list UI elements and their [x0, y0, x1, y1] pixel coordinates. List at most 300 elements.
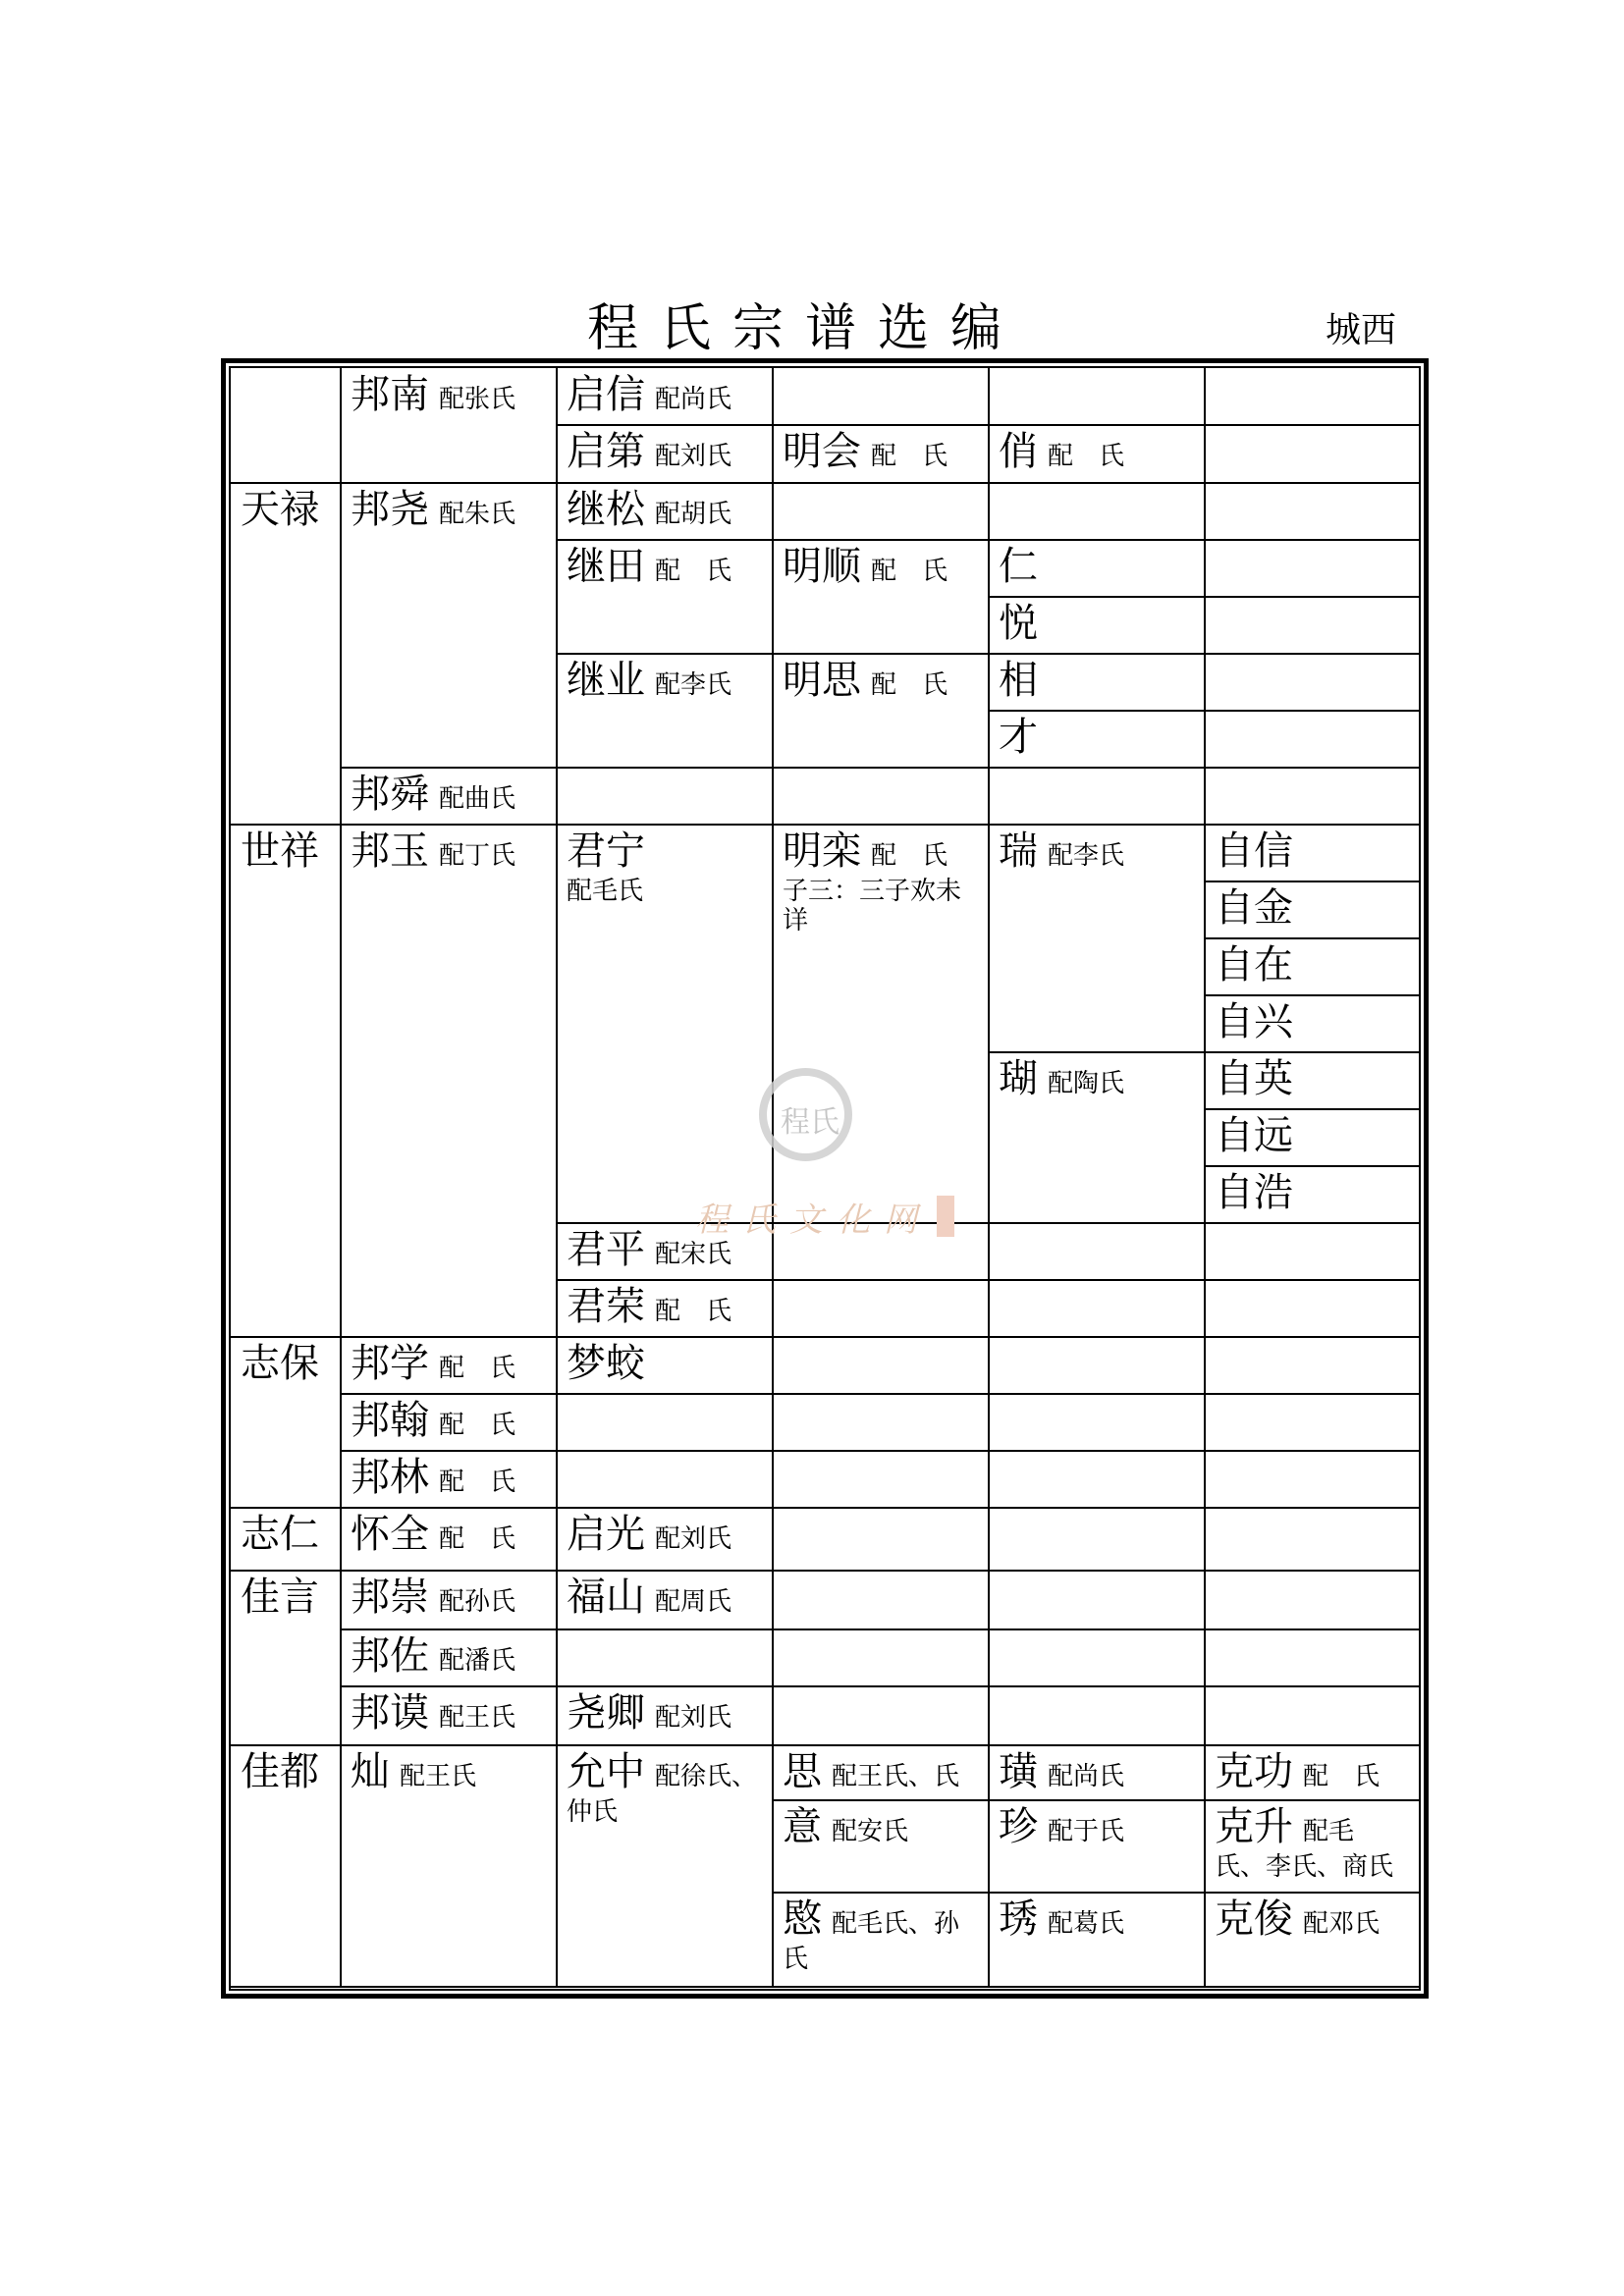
spouse-note: 配丁氏: [439, 841, 516, 871]
cell-border-h: [1205, 1222, 1419, 1224]
genealogy-cell: [999, 1896, 1199, 1942]
spouse-note: 配 氏: [439, 1411, 516, 1440]
spouse-note: 配李氏: [1048, 841, 1125, 871]
cell-border-v: [340, 1337, 342, 1508]
cell-border-v: [1204, 1629, 1206, 1686]
genealogy-cell: [1215, 1749, 1413, 1794]
person-name: 天禄: [241, 487, 319, 532]
cell-border-h: [557, 1393, 773, 1395]
cell-border-v: [1204, 1800, 1206, 1893]
cell-border-h: [773, 1507, 989, 1509]
cell-border-v: [1204, 1394, 1206, 1451]
cell-border-h: [1205, 1165, 1419, 1167]
person-name: 继田: [567, 544, 645, 589]
genealogy-cell: [241, 828, 335, 874]
genealogy-cell: [1215, 1056, 1413, 1101]
cell-border-h: [341, 1570, 557, 1572]
person-name: 邦南: [351, 372, 429, 417]
genealogy-cell: [351, 1455, 551, 1500]
person-name: 才: [999, 715, 1038, 760]
genealogy-cell: [567, 429, 767, 474]
genealogy-cell: [351, 1633, 551, 1679]
person-name: 相: [999, 658, 1038, 703]
cell-border-v: [556, 1686, 558, 1745]
person-name: 克升: [1215, 1804, 1293, 1849]
cell-border-v: [340, 825, 342, 1337]
cell-border-v: [340, 1571, 342, 1745]
cell-border-h: [989, 767, 1205, 769]
spouse-note: 配刘氏: [655, 1524, 732, 1554]
genealogy-cell: [567, 1341, 767, 1386]
person-name: 明顺: [783, 544, 861, 589]
cell-border-v: [988, 1571, 990, 1629]
cell-border-h: [1205, 1051, 1419, 1053]
cell-border-v: [988, 825, 990, 1223]
genealogy-cell: [241, 487, 335, 532]
cell-border-h: [557, 1629, 773, 1630]
cell-border-h: [989, 539, 1205, 541]
cell-border-v: [772, 540, 774, 654]
spouse-note: 配 氏: [871, 442, 948, 471]
genealogy-cell: [567, 1512, 767, 1557]
person-name: 邦尧: [351, 487, 429, 532]
genealogy-cell: [999, 1804, 1199, 1849]
person-name: 仁: [999, 544, 1038, 589]
genealogy-cell: [1215, 828, 1413, 874]
cell-border-v: [988, 1800, 990, 1893]
cell-border-h: [989, 1744, 1205, 1746]
spouse-note: 配王氏、氏: [832, 1762, 960, 1791]
cell-border-v: [556, 483, 558, 768]
cell-border-h: [341, 1336, 557, 1338]
cell-border-h: [341, 767, 557, 769]
person-name: 君荣: [567, 1284, 645, 1329]
cell-border-v: [988, 1451, 990, 1508]
genealogy-cell: [567, 1749, 767, 1828]
cell-border-v: [1204, 540, 1206, 597]
cell-border-v: [1204, 1508, 1206, 1571]
cell-border-h: [341, 1744, 557, 1746]
spouse-note: 配 氏: [655, 557, 732, 586]
genealogy-cell: [241, 1749, 335, 1794]
cell-border-h: [1205, 1393, 1419, 1395]
genealogy-cell: [1215, 1113, 1413, 1158]
genealogy-cell: [241, 1512, 335, 1557]
cell-border-h: [231, 1744, 341, 1746]
genealogy-cell: [567, 658, 767, 703]
extra-note: 氏、李氏、商氏: [1215, 1852, 1394, 1882]
cell-border-v: [772, 1394, 774, 1451]
cell-border-h: [773, 1570, 989, 1572]
cell-border-v: [772, 1508, 774, 1571]
cell-border-v: [772, 1745, 774, 1987]
cell-border-v: [988, 1280, 990, 1337]
cell-border-h: [231, 1507, 341, 1509]
cell-border-v: [556, 768, 558, 825]
cell-border-v: [988, 768, 990, 825]
cell-border-h: [1205, 767, 1419, 769]
spouse-note: 配 氏: [871, 670, 948, 700]
person-name: 君平: [567, 1227, 645, 1272]
genealogy-cell: [999, 601, 1199, 646]
cell-border-v: [988, 425, 990, 483]
genealogy-cell: [999, 715, 1199, 760]
cell-border-v: [988, 1893, 990, 1987]
genealogy-cell: [351, 1575, 551, 1620]
cell-border-v: [772, 483, 774, 540]
cell-border-h: [773, 482, 989, 484]
genealogy-cell: [567, 544, 767, 589]
cell-border-v: [1204, 1280, 1206, 1337]
site-watermark: 程氏文化网: [695, 1201, 931, 1240]
extra-note-2: 详: [783, 905, 809, 935]
cell-border-h: [773, 1629, 989, 1630]
cell-border-h: [1205, 1450, 1419, 1452]
spouse-note: 配尚氏: [1048, 1762, 1125, 1791]
genealogy-cell: [1215, 1896, 1413, 1942]
person-name: 邦谟: [351, 1690, 429, 1735]
cell-border-v: [556, 1394, 558, 1451]
cell-border-h: [989, 1222, 1205, 1224]
cell-border-h: [773, 824, 989, 826]
extra-note: 子三：三子欢未: [783, 877, 962, 906]
genealogy-cell: [351, 1512, 551, 1557]
person-name: 允中: [567, 1749, 645, 1794]
cell-border-h: [773, 1892, 989, 1894]
genealogy-cell: [351, 1690, 551, 1735]
spouse-note: 配王氏: [400, 1762, 477, 1791]
spouse-note: 配 氏: [1303, 1762, 1380, 1791]
cell-border-h: [1205, 1629, 1419, 1630]
person-name: 志仁: [241, 1512, 319, 1557]
person-name: 瑞: [999, 828, 1038, 874]
spouse-note: 配胡氏: [655, 500, 732, 529]
cell-border-h: [341, 1986, 557, 1988]
genealogy-cell: [1215, 1170, 1413, 1215]
person-name: 瑚: [999, 1056, 1038, 1101]
genealogy-cell: [1215, 942, 1413, 988]
cell-border-h: [1205, 482, 1419, 484]
cell-border-h: [989, 1336, 1205, 1338]
cell-border-v: [556, 825, 558, 1337]
person-name: 梦蛟: [567, 1341, 645, 1386]
spouse-note: 配毛氏、孙: [832, 1909, 960, 1939]
page-title: 程氏宗谱选编: [586, 299, 1023, 358]
cell-border-h: [557, 1279, 773, 1281]
spouse-note: 配邓氏: [1303, 1909, 1380, 1939]
cell-border-h: [773, 424, 989, 426]
cell-border-v: [772, 425, 774, 483]
cell-border-v: [772, 1451, 774, 1508]
person-name: 启光: [567, 1512, 645, 1557]
cell-border-h: [1205, 1336, 1419, 1338]
cell-border-h: [557, 1450, 773, 1452]
person-name: 君宁: [567, 828, 645, 874]
seal-watermark: [759, 1068, 852, 1161]
genealogy-cell: [351, 372, 551, 417]
person-name: 佳都: [241, 1749, 319, 1794]
cell-border-h: [773, 1336, 989, 1338]
spouse-note: 配于氏: [1048, 1817, 1125, 1846]
cell-border-h: [989, 1685, 1205, 1687]
person-name: 尧卿: [567, 1690, 645, 1735]
cell-border-v: [772, 768, 774, 825]
person-name: 邦林: [351, 1455, 429, 1500]
cell-border-h: [341, 1393, 557, 1395]
cell-border-v: [772, 1571, 774, 1629]
cell-border-h: [989, 596, 1205, 598]
cell-border-h: [773, 539, 989, 541]
person-name: 明栾: [783, 828, 861, 874]
cell-border-v: [988, 1686, 990, 1745]
cell-border-h: [1205, 1799, 1419, 1801]
cell-border-h: [1205, 424, 1419, 426]
cell-border-h: [1205, 1744, 1419, 1746]
person-name: 灿: [351, 1749, 390, 1794]
genealogy-cell: [567, 487, 767, 532]
person-name: 邦崇: [351, 1575, 429, 1620]
cell-border-h: [1205, 1108, 1419, 1110]
cell-border-v: [1204, 1686, 1206, 1745]
person-name: 志保: [241, 1341, 319, 1386]
genealogy-cell: [999, 658, 1199, 703]
genealogy-cell: [783, 658, 983, 703]
genealogy-cell: [351, 1341, 551, 1386]
cell-border-v: [1204, 654, 1206, 711]
spouse-note: 配 氏: [871, 557, 948, 586]
person-name: 继松: [567, 487, 645, 532]
extra-note: 仲氏: [567, 1797, 619, 1827]
cell-border-h: [773, 1685, 989, 1687]
cell-border-v: [1204, 1745, 1206, 1800]
cell-border-h: [989, 1507, 1205, 1509]
person-name: 俏: [999, 429, 1038, 474]
cell-border-h: [773, 1279, 989, 1281]
cell-border-h: [557, 1507, 773, 1509]
cell-border-v: [772, 1337, 774, 1394]
person-name: 珍: [999, 1804, 1038, 1849]
cell-border-h: [989, 1986, 1205, 1988]
genealogy-cell: [783, 1896, 983, 1975]
person-name: 邦玉: [351, 828, 429, 874]
cell-border-h: [557, 767, 773, 769]
person-name: 佳言: [241, 1575, 319, 1620]
genealogy-cell: [567, 828, 767, 907]
cell-border-h: [557, 1336, 773, 1338]
person-name: 邦舜: [351, 772, 429, 817]
genealogy-cell: [999, 1056, 1199, 1101]
cell-border-v: [1204, 768, 1206, 825]
cell-border-v: [556, 1337, 558, 1394]
cell-border-v: [556, 1571, 558, 1629]
person-name: 自远: [1215, 1113, 1293, 1158]
genealogy-cell: [783, 1804, 983, 1849]
cell-border-h: [1205, 1685, 1419, 1687]
person-name: 启第: [567, 429, 645, 474]
cell-border-h: [1205, 994, 1419, 996]
cell-border-v: [1204, 711, 1206, 768]
cell-border-v: [988, 1508, 990, 1571]
cell-border-h: [557, 1744, 773, 1746]
genealogy-cell: [567, 1284, 767, 1329]
person-name: 自信: [1215, 828, 1293, 874]
cell-border-v: [340, 483, 342, 825]
seal-text: 程氏: [781, 1105, 839, 1140]
person-name: 自在: [1215, 942, 1293, 988]
cell-border-v: [772, 654, 774, 768]
genealogy-cell: [567, 1575, 767, 1620]
spouse-note: 配 氏: [439, 1468, 516, 1497]
cell-border-v: [1204, 1223, 1206, 1280]
person-name: 怀全: [351, 1512, 429, 1557]
spouse-note: 配张氏: [439, 385, 516, 414]
cell-border-h: [557, 1986, 773, 1988]
genealogy-cell: [999, 1749, 1199, 1794]
genealogy-cell: [241, 1575, 335, 1620]
cell-border-h: [1205, 653, 1419, 655]
cell-border-v: [772, 368, 774, 425]
genealogy-cell: [783, 828, 983, 936]
genealogy-cell: [351, 828, 551, 874]
cell-border-v: [1204, 1893, 1206, 1987]
cell-border-v: [988, 1629, 990, 1686]
cell-border-v: [1204, 597, 1206, 654]
person-name: 邦佐: [351, 1633, 429, 1679]
person-name: 悦: [999, 601, 1038, 646]
cell-border-h: [989, 710, 1205, 712]
cell-border-h: [1205, 1279, 1419, 1281]
genealogy-cell: [783, 1749, 983, 1794]
cell-border-h: [341, 1507, 557, 1509]
cell-border-v: [1204, 425, 1206, 483]
cell-border-h: [989, 1450, 1205, 1452]
person-name: 克俊: [1215, 1896, 1293, 1942]
cell-border-h: [1205, 937, 1419, 939]
person-name: 思: [783, 1749, 822, 1794]
person-name: 克功: [1215, 1749, 1293, 1794]
spouse-note: 配 氏: [655, 1297, 732, 1326]
spouse-note: 配陶氏: [1048, 1069, 1125, 1098]
cell-border-v: [988, 1223, 990, 1280]
cell-border-h: [989, 824, 1205, 826]
genealogy-cell: [999, 544, 1199, 589]
cell-border-h: [773, 653, 989, 655]
cell-border-h: [231, 1570, 341, 1572]
cell-border-v: [1204, 1571, 1206, 1629]
genealogy-cell: [567, 372, 767, 417]
extra-note: 氏: [783, 1945, 809, 1974]
cell-border-v: [772, 1686, 774, 1745]
cell-border-v: [1204, 483, 1206, 540]
cell-border-h: [989, 1393, 1205, 1395]
person-name: 启信: [567, 372, 645, 417]
cell-border-h: [1205, 1507, 1419, 1509]
cell-border-h: [1205, 596, 1419, 598]
cell-border-v: [772, 825, 774, 1223]
cell-border-h: [1205, 1892, 1419, 1894]
cell-border-h: [1205, 824, 1419, 826]
spouse-note: 配尚氏: [655, 385, 732, 414]
person-name: 明会: [783, 429, 861, 474]
cell-border-h: [1205, 539, 1419, 541]
page-region: 城西: [1326, 310, 1397, 350]
cell-border-h: [773, 1799, 989, 1801]
person-name: 琇: [999, 1896, 1038, 1942]
person-name: 愍: [783, 1896, 822, 1942]
spouse-note: 配 氏: [1048, 442, 1125, 471]
spouse-note: 配 氏: [871, 841, 948, 871]
cell-border-h: [1205, 1570, 1419, 1572]
cell-border-h: [557, 824, 773, 826]
cell-border-v: [988, 483, 990, 540]
genealogy-cell: [1215, 885, 1413, 931]
spouse-note: 配葛氏: [1048, 1909, 1125, 1939]
spouse-note: 配潘氏: [439, 1646, 516, 1676]
cell-border-h: [773, 1450, 989, 1452]
cell-border-h: [341, 1629, 557, 1630]
genealogy-cell: [567, 1690, 767, 1735]
cell-border-h: [773, 767, 989, 769]
cell-border-h: [773, 1744, 989, 1746]
cell-border-h: [557, 424, 773, 426]
watermark-stamp: [937, 1196, 954, 1237]
person-name: 自兴: [1215, 999, 1293, 1044]
cell-border-v: [988, 1745, 990, 1800]
cell-border-v: [988, 368, 990, 425]
cell-border-h: [1205, 881, 1419, 882]
person-name: 明思: [783, 658, 861, 703]
person-name: 自英: [1215, 1056, 1293, 1101]
genealogy-cell: [351, 487, 551, 532]
spouse-note: 配 氏: [439, 1354, 516, 1383]
genealogy-cell: [999, 429, 1199, 474]
genealogy-cell: [999, 828, 1199, 874]
cell-border-h: [341, 1685, 557, 1687]
cell-border-v: [988, 1394, 990, 1451]
spouse-note: 配刘氏: [655, 1703, 732, 1733]
genealogy-cell: [351, 1749, 551, 1794]
cell-border-v: [1204, 1451, 1206, 1508]
person-name: 意: [783, 1804, 822, 1849]
spouse-note: 配刘氏: [655, 442, 732, 471]
cell-border-h: [557, 1570, 773, 1572]
cell-border-h: [557, 1685, 773, 1687]
spouse-note: 配安氏: [832, 1817, 909, 1846]
person-name: 福山: [567, 1575, 645, 1620]
person-name: 璜: [999, 1749, 1038, 1794]
cell-border-h: [989, 424, 1205, 426]
cell-border-v: [340, 1508, 342, 1571]
cell-border-h: [557, 482, 773, 484]
cell-border-v: [1204, 368, 1206, 425]
genealogy-cell: [241, 1341, 335, 1386]
cell-border-h: [1205, 710, 1419, 712]
cell-border-h: [341, 824, 557, 826]
cell-border-v: [556, 1508, 558, 1571]
cell-border-v: [1204, 1337, 1206, 1394]
cell-border-v: [772, 1280, 774, 1337]
spouse-note: 配毛: [1303, 1817, 1355, 1846]
cell-border-v: [340, 1745, 342, 1987]
cell-border-h: [557, 539, 773, 541]
genealogy-cell: [783, 429, 983, 474]
cell-border-v: [556, 1745, 558, 1987]
cell-border-h: [989, 1570, 1205, 1572]
person-name: 邦翰: [351, 1398, 429, 1443]
spouse-note: 配徐氏、: [655, 1762, 758, 1791]
cell-border-h: [231, 482, 341, 484]
spouse-note: 配周氏: [655, 1587, 732, 1617]
